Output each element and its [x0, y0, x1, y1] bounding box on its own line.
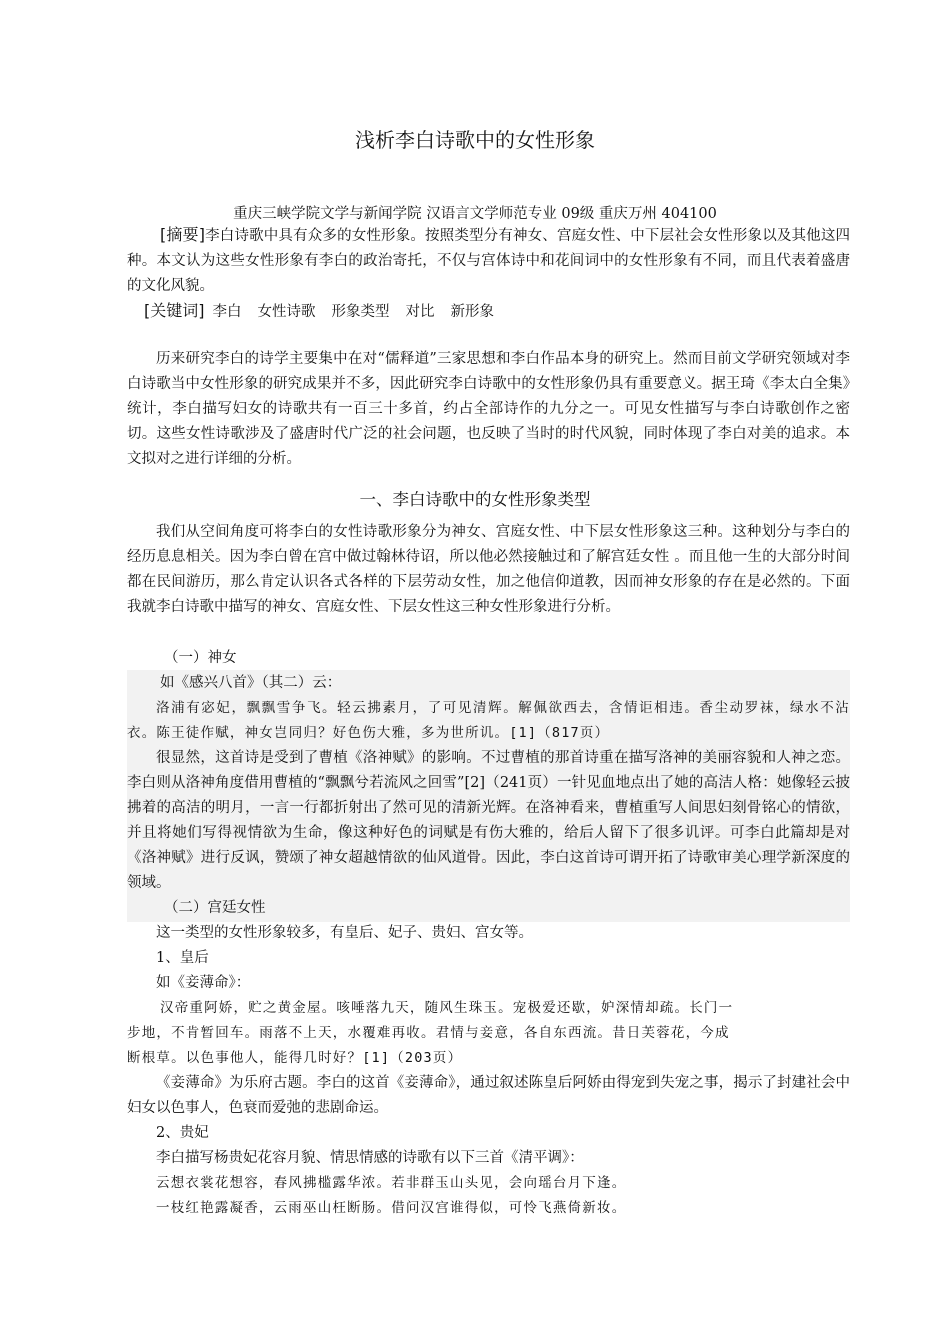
analysis-paragraph: 很显然，这首诗是受到了曹植《洛神赋》的影响。不过曹植的那首诗重在描写洛神的美丽容貌和人神之恋。李白则从洛神角度借用曹植的“飘飘兮若流风之回雪”[2]（241页）一针见血地点出了她的高洁人格：她像轻云披拂着的高洁的明月，一言一行都折射出了然可见的清新光辉。在洛神看来，曹植重写人间思妇刻骨铭心的情欲，并且将她们写得视情欲为生命，像这种好色的词赋是有伤大雅的，给后人留下了很多讥评。可李白此篇却是对《洛神赋》进行反讽，赞颂了神女超越情欲的仙风道骨。因此，李白这首诗可谓开拓了诗歌审美心理学新深度的领域。 [127, 750, 850, 891]
poem-line: 步地，不肯暂回车。雨落不上天，水覆难再收。君情与妾意，各自东西流。昔日芙蓉花，今成 [127, 1025, 730, 1041]
section-paragraph: 我们从空间角度可将李白的女性诗歌形象分为神女、宫庭女性、中下层女性形象这三种。这种划分与李白的经历息息相关。因为李白曾在宫中做过翰林待诏，所以他必然接触过和了解宫廷女性 。而且他一生的大部分时间都在民间游历，那么肯定认识各式各样的下层劳动女性，加之他信仰道教，因而神女形象的存在是必然的。下面我就李白诗歌中描写的神女、宫庭女性、下层女性这三种女性形象进行分析。 [127, 524, 850, 615]
section-heading: 一、李白诗歌中的女性形象类型 [359, 490, 591, 509]
keyword: 李白 [212, 304, 242, 320]
poem-line: 断根草。以色事他人，能得几时好？[1]（203页） [127, 1050, 463, 1066]
poem-line: 汉帝重阿娇，贮之黄金屋。咳唾落九天，随风生珠玉。宠极爱还歇，妒深情却疏。长门一 [160, 1000, 734, 1016]
subsection-heading: （一）神女 [164, 650, 237, 666]
author-affiliation: 重庆三峡学院文学与新闻学院 汉语言文学师范专业 09级 重庆万州 404100 [233, 206, 717, 222]
subsection-paragraph: 这一类型的女性形象较多，有皇后、妃子、贵妇、宫女等。 [156, 925, 533, 941]
list-item: 1、皇后 [156, 950, 209, 966]
keyword: 女性诗歌 [257, 304, 316, 320]
abstract [127, 222, 850, 299]
item-paragraph: 李白描写杨贵妃花容月貌、情思情感的诗歌有以下三首《清平调》： [156, 1150, 584, 1166]
paper-title: 浅析李白诗歌中的女性形象 [355, 128, 595, 152]
analysis-paragraph: 《妾薄命》为乐府古题。李白的这首《妾薄命》，通过叙述陈皇后阿娇由得宠到失宠之事，揭示了封建社会中妇女以色事人，色衰而爱弛的悲剧命运。 [127, 1075, 850, 1116]
keyword: 对比 [405, 304, 435, 320]
quote-intro: 如《妾薄命》： [156, 975, 251, 991]
keyword: 新形象 [450, 304, 494, 320]
poem: 洛浦有宓妃，飘飘雪争飞。轻云拂素月，了可见清辉。解佩欲西去，含情讵相违。香尘动罗袜，绿水不沾衣。陈王徒作赋，神女岂同归？好色伤大雅，多为世所讥。[1]（817页） [127, 700, 850, 741]
abstract-text: 李白诗歌中具有众多的女性形象。按照类型分有神女、宫庭女性、中下层社会女性形象以及其他这四种。本文认为这些女性形象有李白的政治寄托，不仅与宫体诗中和花间词中的女性形象有不同，而且代表着盛唐的文化风貌。 [127, 228, 850, 294]
keyword: 形象类型 [331, 304, 390, 320]
intro-paragraph: 历来研究李白的诗学主要集中在对“儒释道”三家思想和李白作品本身的研究上。然而目前文学研究领域对李白诗歌当中女性形象的研究成果并不多，因此研究李白诗歌中的女性形象仍具有重要意义。据王琦《李太白全集》统计，李白描写妇女的诗歌共有一百三十多首，约占全部诗作的九分之一。可见女性描写与李白诗歌创作之密切。这些女性诗歌涉及了盛唐时代广泛的社会问题，也反映了当时的时代风貌，同时体现了李白对美的追求。本文拟对之进行详细的分析。 [127, 351, 850, 467]
poem-line: 一枝红艳露凝香，云雨巫山枉断肠。借问汉宫谁得似，可怜飞燕倚新妆。 [156, 1200, 627, 1216]
poem-line: 云想衣裳花想容，春风拂槛露华浓。若非群玉山头见，会向瑶台月下逢。 [156, 1175, 627, 1191]
list-item: 2、贵妃 [156, 1125, 209, 1141]
keywords [127, 298, 850, 325]
quote-intro: 如《感兴八首》（其二）云： [160, 675, 342, 691]
subsection-heading: （二）宫廷女性 [164, 900, 266, 916]
abstract-label: [摘要] [160, 225, 205, 244]
keywords-label: [关键词] [144, 301, 205, 320]
